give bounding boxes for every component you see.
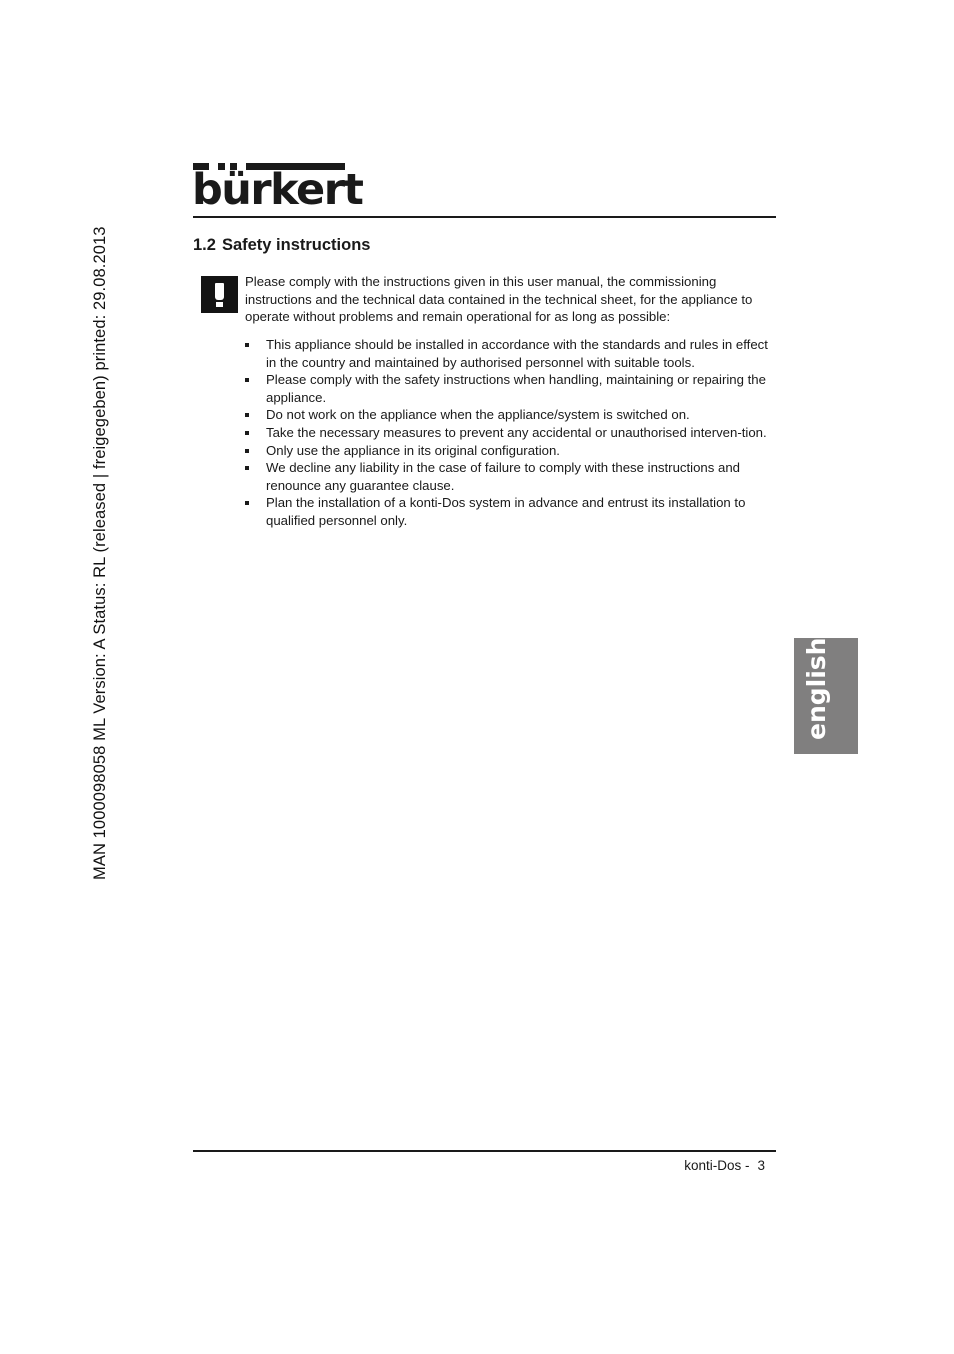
list-item: Only use the appliance in its original configuration.	[244, 442, 776, 460]
section-title: Safety instructions	[221, 236, 371, 254]
language-label: english	[802, 637, 831, 740]
section-number: 1.2	[193, 236, 216, 254]
list-item: We decline any liability in the case of failure to comply with these instructions and renounce any guarantee clause.	[244, 459, 776, 494]
bullet-icon	[245, 378, 249, 382]
list-item: This appliance should be installed in accordance with the standards and rules in effect in the country and maintained by authorised personnel with suitable tools.	[244, 336, 776, 371]
list-item: Do not work on the appliance when the appliance/system is switched on.	[244, 406, 776, 424]
bullet-icon	[245, 413, 249, 417]
header-divider	[193, 216, 776, 218]
burkert-logo	[192, 163, 363, 215]
section-heading	[193, 236, 370, 255]
bullet-icon	[245, 449, 249, 453]
document-status-line: MAN 1000098058 ML Version: A Status: RL (released | freigegeben) printed: 29.08.2013	[91, 226, 109, 880]
logo-wordmark: bürkert	[192, 165, 363, 215]
page-footer	[684, 1158, 765, 1173]
exclamation-icon	[201, 276, 238, 313]
language-tab	[794, 638, 858, 754]
warning-text: Please comply with the instructions given in this user manual, the commissioning instructions and the technical data contained in the technical sheet, for the appliance to operate without problems and remain operational for as long as possible:	[245, 274, 753, 325]
bullet-icon	[245, 466, 249, 470]
footer-product: konti-Dos -	[684, 1158, 750, 1173]
footer-divider	[193, 1150, 776, 1152]
bullet-icon	[245, 431, 249, 435]
list-item: Take the necessary measures to prevent any accidental or unauthorised interven-tion.	[244, 424, 776, 442]
safety-list	[244, 336, 776, 530]
bullet-icon	[245, 501, 249, 505]
page-number: 3	[757, 1158, 765, 1173]
list-item: Please comply with the safety instructions when handling, maintaining or repairing the appliance.	[244, 371, 776, 406]
list-item: Plan the installation of a konti-Dos system in advance and entrust its installation to qualified personnel only.	[244, 494, 776, 529]
bullet-icon	[245, 343, 249, 347]
